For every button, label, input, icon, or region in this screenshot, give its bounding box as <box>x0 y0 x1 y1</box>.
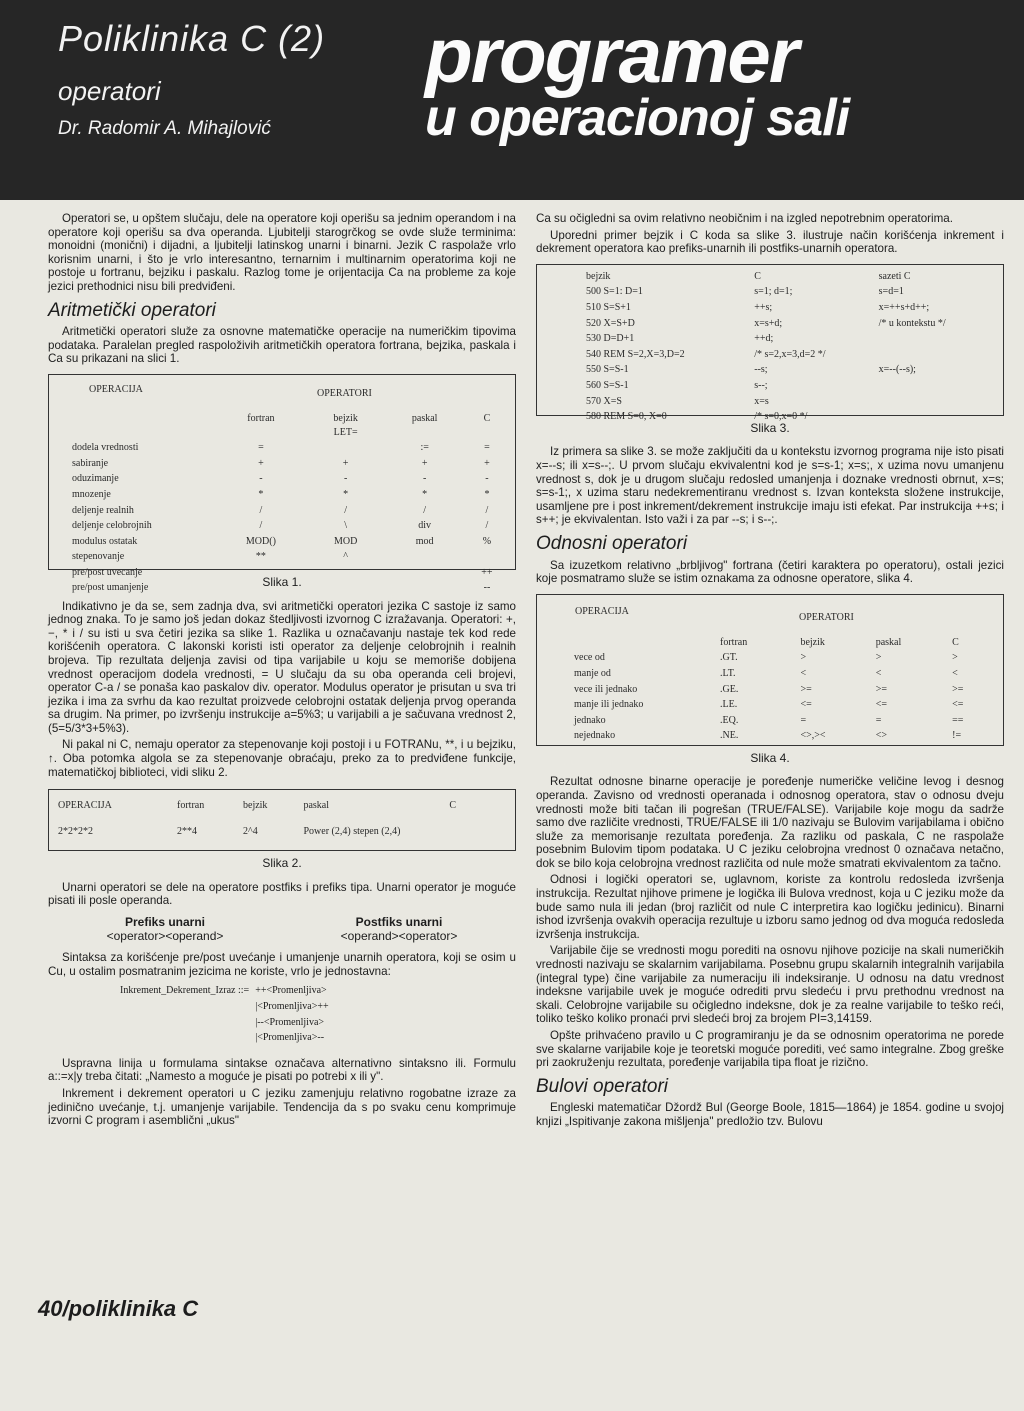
fig3-row <box>583 409 993 425</box>
paragraph-sintaksa: Sintaksa za korišćenje pre/post uvećanje i umanjenje unarnih operatora, koji se osim u Cu, u ostalim posmatranim jezicima ne koriste, vrlo je jednostavna: <box>48 951 516 978</box>
fig4-col-c: C <box>952 636 959 648</box>
fig4-cell: manje od <box>574 667 611 679</box>
fig1-cell: / <box>485 504 489 516</box>
fig3-cell: x=++s+d++; <box>878 301 930 313</box>
postfix-form: Postfiks unarni <operand><operator> <box>340 915 458 943</box>
fig1-cell: MOD <box>333 535 358 547</box>
fig1-cell: - <box>259 473 263 485</box>
fig1-cell: ++ <box>481 566 493 578</box>
fig4-cell: >= <box>875 683 887 695</box>
fig1-cell <box>215 580 307 596</box>
fig1-cell: / <box>344 504 348 516</box>
fig1-cell: oduzimanje <box>72 473 119 485</box>
figure-3 <box>536 264 1004 423</box>
grammar-rule: |<Promenljiva>-- <box>255 1032 325 1044</box>
fig1-cell: / <box>259 504 263 516</box>
fig1-cell <box>465 549 509 565</box>
fig2-header-operacija: OPERACIJA <box>58 800 112 812</box>
fig1-row <box>69 565 509 581</box>
fig4-cell: .LE. <box>720 699 738 711</box>
fig2-header-paskal: paskal <box>303 800 330 812</box>
fig1-cell: pre/post uvecanje <box>72 566 143 578</box>
series-subtitle: operatori <box>58 76 161 106</box>
fig1-cell: \ <box>344 520 348 532</box>
fig1-cell: / <box>259 520 263 532</box>
paragraph-rezultat: Rezultat odnosne binarne operacije je poređenje numeričke veličine levog i desnog operanda. Zavisno od vrednosti operanada i odnosnog operatora, stav o odnosu dveju vrednosti može biti tačan ili pogrešan (TRUE/FALSE). Varijabile koje mogu da sadrže samo dve različite vrednosti, TRUE/FALSE ili 1/0 nazivaju se Bulovim varijabilama i obično služe za memorisanje rezultata poređenja. Za razliku od paskala, C ne raspolaže posebnim Bulovim tipom podataka. U C jeziku celobrojna vrednost 0 označava netačno, dok se bilo koja celobrojna vrednost različita od nule može smatrati ekvivalentom za tačno. <box>536 775 1004 870</box>
fig3-cell: 520 X=S+D <box>586 317 635 329</box>
paragraph-uspravna: Uspravna linija u formulama sintakse označava alternativno sintaksno ili. Formulu a::=x|y treba čitati: „Namesto a moguće je pisati po potrebi x ili y". <box>48 1056 516 1084</box>
fig3-caption: Slika 3. <box>750 420 790 435</box>
fig1-cell: % <box>482 535 492 547</box>
fig2-caption: Slika 2. <box>262 856 302 871</box>
fig4-cell: .LT. <box>720 667 736 679</box>
paragraph-primer: Iz primera sa slike 3. se može zaključiti da u kontekstu izvornog programa nije isto pisati x=--s; ili x=s--;. U prvom slučaju ekvivalentni kod je s=s-1; x=s;, x uzima novu umanjenu vrednost s, dok je u drugom slučaju redosled umanjenja i doznake vrednosti obrnut, x=s; s=s-1;, x uzima staru nedekrementiranu vrednost s. Izvan konteksta složene instrukcije, usamljene pre i post inkrement/dekrement instrukcije imaju isti efekat. Par instrukcija ++s; i s++; je ekvivalentan. Isto važi i za par --s; i s--;. <box>536 445 1004 527</box>
fig3-col-sazeti: sazeti C <box>878 270 911 282</box>
fig2-cell-fortran: 2**4 <box>177 825 198 837</box>
arit-paragraph: Aritmetički operatori služe za osnovne matematičke operacije na numeričkim tipovima podataka. Paralelan pregled raspoloživih aritmetičkih operatora fortrana, bejzika, paskala i Ca su prikazani na slici 1. <box>48 325 516 366</box>
fig3-cell: /* u kontekstu */ <box>878 317 946 329</box>
fig4-cell: <= <box>952 699 964 711</box>
fig2-cell-bejzik: 2^4 <box>243 825 258 837</box>
fig3-cell <box>876 409 993 425</box>
fig1-col-c: C <box>483 412 491 424</box>
fig1-cell: = <box>484 442 490 454</box>
paragraph-brbljiv: Sa izuzetkom relativno „brbljivog" fortrana (četiri karaktera po operatoru), ostali jezici koje posmatramo služe se istim oznakama za odnosne operatore, slika 4. <box>536 558 1004 586</box>
fig4-cell: nejednako <box>574 730 616 742</box>
fig4-cell: < <box>875 667 882 679</box>
fig1-cell <box>384 549 464 565</box>
fig1-label-operacija: OPERACIJA <box>89 383 143 395</box>
fig1-cell: + <box>421 457 428 469</box>
fig4-cell: <> <box>875 730 887 742</box>
fig3-cell: s=1; d=1; <box>754 286 793 298</box>
fig4-cell: <>,>< <box>800 730 826 742</box>
fig3-cell: 560 S=S-1 <box>586 379 629 391</box>
fig3-cell: 550 S=S-1 <box>586 364 629 376</box>
fig3-col-bejzik: bejzik <box>586 270 611 282</box>
heading-bulovi: Bulovi operatori <box>536 1075 669 1097</box>
fig1-col-bejzik: bejzik LET= <box>333 412 358 438</box>
fig3-cell: ++d; <box>754 333 774 345</box>
grammar-rule: ++<Promenljiva> <box>255 985 327 997</box>
paragraph-odnosi: Odnosi i logički operatori se, uglavnom, koriste za kontrolu redosleda izvršenja instrukcija. Rezultat njihove primene je logička ili Bulova vrednost, koja u C jeziku može da bude samo nula ili jedan (broj različit od nule C interpretira kao logičku jedinicu). Binarni ishod izvršenja ovakvih operacija rezultuje u izboru samo jednog od dva moguća redosleda izvršenja instrukcija. <box>536 873 1004 941</box>
fig3-col-c: C <box>754 270 761 282</box>
fig3-row <box>583 378 993 394</box>
fig1-cell: pre/post umanjenje <box>72 582 149 594</box>
fig4-col-bejzik: bejzik <box>800 636 825 648</box>
fig1-row <box>69 534 509 550</box>
fig1-row <box>69 471 509 487</box>
fig4-cell: .GE. <box>720 683 739 695</box>
fig1-cell: - <box>485 473 489 485</box>
fig1-col-fortran: fortran <box>247 412 275 424</box>
fig2-cell-paskal-c: Power (2,4) stepen (2,4) <box>303 825 401 837</box>
fig3-row <box>583 316 993 332</box>
fig1-cell: / <box>423 504 427 516</box>
fig1-cell: stepenovanje <box>72 551 125 563</box>
fig4-cell: == <box>952 714 964 726</box>
figure-2 <box>48 789 516 851</box>
fig1-cell: deljenje celobrojnih <box>72 520 152 532</box>
fig3-cell: 500 S=1: D=1 <box>586 286 643 298</box>
fig1-cell: mnozenje <box>72 488 111 500</box>
fig1-cell: - <box>343 473 348 485</box>
fig2-header-bejzik: bejzik <box>243 800 268 812</box>
fig1-cell: MOD() <box>245 535 276 547</box>
fig1-label-operatori: OPERATORI <box>317 387 372 399</box>
fig4-cell: = <box>875 714 882 726</box>
fig1-cell: mod <box>415 535 434 547</box>
fig4-label-operacija: OPERACIJA <box>575 605 629 617</box>
grammar-lhs: Inkrement_Dekrement_Izraz ::= <box>120 985 250 997</box>
fig4-cell: <= <box>800 699 812 711</box>
fig4-caption: Slika 4. <box>750 750 790 765</box>
fig1-cell: modulus ostatak <box>72 535 138 547</box>
fig4-cell: <= <box>875 699 887 711</box>
paragraph-unarni: Unarni operatori se dele na operatore postfiks i prefiks tipa. Unarni operator je moguće pisati ili posle operanda. <box>48 880 516 908</box>
fig4-row <box>571 713 991 729</box>
prefix-form: Prefiks unarni <operator><operand> <box>106 915 224 943</box>
fig1-row <box>69 440 509 456</box>
headline-line1: programer <box>425 11 798 99</box>
grammar-block <box>116 982 333 1046</box>
paragraph-indikativno: Indikativno je da se, sem zadnja dva, svi aritmetički operatori jezika C sastoje iz samo jednog znaka. To je samo još jedan dokaz štedljivosti izvornog C izražavanja. Operatori: +, −, * i / su isti u sva četiri jezika sa slike 1. Razlika u označavanju nastaje tek kod rede korišćenih operatora. C lakonski koristi isti operator za deljenje celobrojnih i realnih brojeva. Tip rezultata deljenja zavisi od tipa varijabile u koju se memoriše dobijena vrednost operacijom dodela vrednosti, = U slučaju da su oba operanda celi brojevi, operator C-a / se ponaša kao paskalov div. operator. Modulus operator je prisutan u sva tri jezika i ima za svrhu da kao rezultat proizvede celobrojni ostatak deljenja prvog operanda sa drugim. Na primer, po izvršenju instrukcije a=5%3; u varijabili a je sačuvana vrednost 2, (5=5/3*3+5%3). <box>48 599 516 735</box>
fig1-cell <box>215 565 307 581</box>
fig1-cell: / <box>485 520 489 532</box>
page-footer: 40/poliklinika C <box>38 1296 199 1321</box>
fig2-table <box>55 798 505 839</box>
fig1-cell: - <box>422 473 427 485</box>
fig3-row <box>583 284 993 300</box>
fig1-cell: := <box>420 442 429 454</box>
fig4-table <box>571 635 991 744</box>
fig1-cell: + <box>484 457 490 469</box>
fig4-cell: >= <box>800 683 812 695</box>
fig4-col-fortran: fortran <box>720 636 748 648</box>
fig2-header-fortran: fortran <box>177 800 205 812</box>
fig3-cell: 580 REM S=0, X=0 <box>586 411 667 423</box>
heading-odnosni: Odnosni operatori <box>536 532 688 554</box>
fig1-cell <box>307 565 385 581</box>
fig3-cell: s--; <box>754 379 768 391</box>
paragraph-bul: Engleski matematičar Džordž Bul (George Boole, 1815—1864) je 1854. godine u svojoj knjizi „Ispitivanje zakona mišljenja" predložio tzv. Bulovu <box>536 1101 1004 1128</box>
paragraph-inkrement: Inkrement i dekrement operatori u C jeziku zamenjuju relativno rogobatne izraze za jedinično uvećanje, t.j. umanjenje varijabile. Tendencija da s po svaku cenu komprimuje izvorni C program i asemblični „ukus" <box>48 1086 516 1128</box>
grammar-rule: |<Promenljiva>++ <box>255 1001 329 1012</box>
fig3-table <box>583 269 993 425</box>
paragraph-stepenovanje: Ni pakal ni C, nemaju operator za stepenovanje koji postoji i u FOTRANu, **, i u bejziku, ↑. Oba potomka algola se za stepenovanje obraćaju, preko za to predviđene funkcije, matematičkoj biblioteci, vidi sliku 2. <box>48 738 516 779</box>
fig4-cell: vece ili jednako <box>574 683 638 695</box>
fig1-cell: + <box>342 457 349 469</box>
fig3-cell: /* s=2,x=3,d=2 */ <box>754 348 826 360</box>
fig3-cell: /* s=0,x=0 */ <box>754 411 808 423</box>
header-banner <box>0 0 1024 200</box>
fig1-cell: dodela vrednosti <box>72 442 139 454</box>
fig3-cell <box>876 347 993 363</box>
fig3-row <box>583 300 993 316</box>
fig1-cell: sabiranje <box>72 457 109 469</box>
fig3-row <box>583 331 993 347</box>
left-column <box>48 212 516 1131</box>
fig1-row <box>69 487 509 503</box>
fig4-cell: manje ili jednako <box>574 699 644 711</box>
paragraph-uporedni: Uporedni primer bejzik i C koda sa slike 3. ilustruje način korišćenja inkrement i dekrement operatora kao prefiks-unarnih ili postfiks-unarnih operatora. <box>536 228 1004 256</box>
fig1-cell: * <box>258 488 264 500</box>
fig3-row <box>583 362 993 378</box>
fig3-cell: x=s <box>754 395 769 407</box>
fig3-cell <box>876 378 993 394</box>
fig1-row <box>69 580 509 596</box>
fig3-cell: --s; <box>754 364 768 376</box>
fig4-cell: = <box>800 714 807 726</box>
fig4-cell: > <box>800 652 807 664</box>
fig1-bejzik-let: LET= <box>333 426 358 438</box>
fig3-cell: ++s; <box>754 301 773 313</box>
fig1-row <box>69 549 509 565</box>
fig3-cell: 510 S=S+1 <box>586 301 631 313</box>
right-column <box>536 212 1004 1132</box>
fig1-table <box>69 411 509 596</box>
figure-4 <box>536 594 1004 746</box>
fig1-cell: = <box>258 442 264 454</box>
paragraph-varijabile: Varijabile čije se vrednosti mogu porediti na osnovu njihove pozicije na skali numeričkih vrednosti nazivaju se skalarnim varijabilama. Posebnu grupu skalarnih integralnih varijabila (integral type) čine varijabile za numeraciju ili indeksiranje. U odnosu na datu vrednost indeksne varijabile uvek je moguće odrediti prvu sledeću i prvu prethodnu vrednost na skali. Celobrojne varijabile su očigledno indeksne, dok je za realne varijabile to teško reći, toliko teško koliko pronaći prvi sledeći broj za brojem PI=3,14159. <box>536 944 1004 1026</box>
headline-line2: u operacionoj sali <box>425 89 850 147</box>
fig4-cell: .GT. <box>720 652 738 664</box>
fig4-label-operatori: OPERATORI <box>799 611 854 623</box>
fig1-col-paskal: paskal <box>411 412 438 424</box>
fig4-cell: > <box>952 652 958 664</box>
fig1-cell: * <box>422 488 428 500</box>
fig4-row <box>571 650 991 666</box>
fig4-cell: .NE. <box>720 730 739 742</box>
fig4-cell: jednako <box>574 714 606 726</box>
fig3-cell <box>876 394 993 410</box>
fig1-row <box>69 456 509 472</box>
fig1-cell <box>307 580 385 596</box>
fig4-cell: > <box>875 652 882 664</box>
fig1-cell: + <box>258 457 264 469</box>
paragraph-opste: Opšte prihvaćeno pravilo u C programiranju je da se odnosnim operatorima ne porede sve skalarne varijabile koje je teoretski moguće porediti, već samo integralne. Zbog greške pri zaokruženju rezultata, poređenje varijabila tipa float je rizično. <box>536 1029 1004 1070</box>
fig4-cell: >= <box>952 683 964 695</box>
fig3-cell: 530 D=D+1 <box>586 333 635 345</box>
fig1-cell: * <box>343 488 349 500</box>
fig4-row <box>571 682 991 698</box>
fig4-col-paskal: paskal <box>875 636 902 648</box>
fig3-cell: 570 X=S <box>586 395 622 407</box>
fig4-row <box>571 697 991 713</box>
author: Dr. Radomir A. Mihajlović <box>58 118 271 139</box>
fig1-cell: ^ <box>343 551 348 563</box>
fig4-cell: != <box>952 730 962 742</box>
fig2-cell-operacija: 2*2*2*2 <box>58 825 93 837</box>
fig1-cell: ** <box>255 551 266 563</box>
fig3-cell: s=d=1 <box>878 286 904 298</box>
fig4-cell: vece od <box>574 652 605 664</box>
fig4-cell: < <box>952 667 958 679</box>
fig3-cell: x=s+d; <box>754 317 783 329</box>
fig1-cell <box>384 565 464 581</box>
grammar-rule: |--<Promenljiva> <box>255 1016 325 1028</box>
fig2-header-c: C <box>449 800 457 812</box>
fig1-cell <box>307 440 385 456</box>
fig3-row <box>583 347 993 363</box>
fig1-row <box>69 518 509 534</box>
fig4-row <box>571 666 991 682</box>
fig3-cell: x=--(--s); <box>878 364 916 376</box>
fig1-cell: * <box>484 488 490 500</box>
fig1-row <box>69 503 509 519</box>
fig1-caption: Slika 1. <box>262 574 302 589</box>
series-title: Poliklinika C (2) <box>58 18 326 59</box>
fig4-cell: .EQ. <box>720 714 739 726</box>
fig3-row <box>583 394 993 410</box>
heading-aritmeticki: Aritmetički operatori <box>48 299 216 321</box>
fig1-cell: deljenje realnih <box>72 504 134 516</box>
intro-paragraph: Operatori se, u opštem slučaju, dele na operatore koji operišu sa jednim operandom i na operatore koji operišu sa dva operanda. Ljubitelji starogrčkog se ovde služe terminima: monoidni (monični) i dijadni, a ljubitelji latinskog unarni i binarni. Jezik C raspolaže vrlo korisnim unarni, i što je vrlo interesantno, ternarnim i multinarnim operatorima koji ne postoje u fortranu, bejziku i paskalu. Razlog tome je orijentacija Ca na probleme za koje jezici prethodnici nisu bili predviđeni. <box>48 212 516 293</box>
fig4-cell: < <box>800 667 807 679</box>
fig3-cell: 540 REM S=2,X=3,D=2 <box>586 348 685 360</box>
fig3-cell <box>876 331 993 347</box>
unary-forms <box>48 916 516 943</box>
fig1-cell: -- <box>483 582 491 594</box>
fig1-cell <box>384 580 464 596</box>
fig1-cell: div <box>418 520 432 532</box>
paragraph-ocigledni: Ca su očigledni sa ovim relativno neobičnim i na izgled nepotrebnim operatorima. <box>536 212 953 225</box>
fig4-row <box>571 728 991 744</box>
